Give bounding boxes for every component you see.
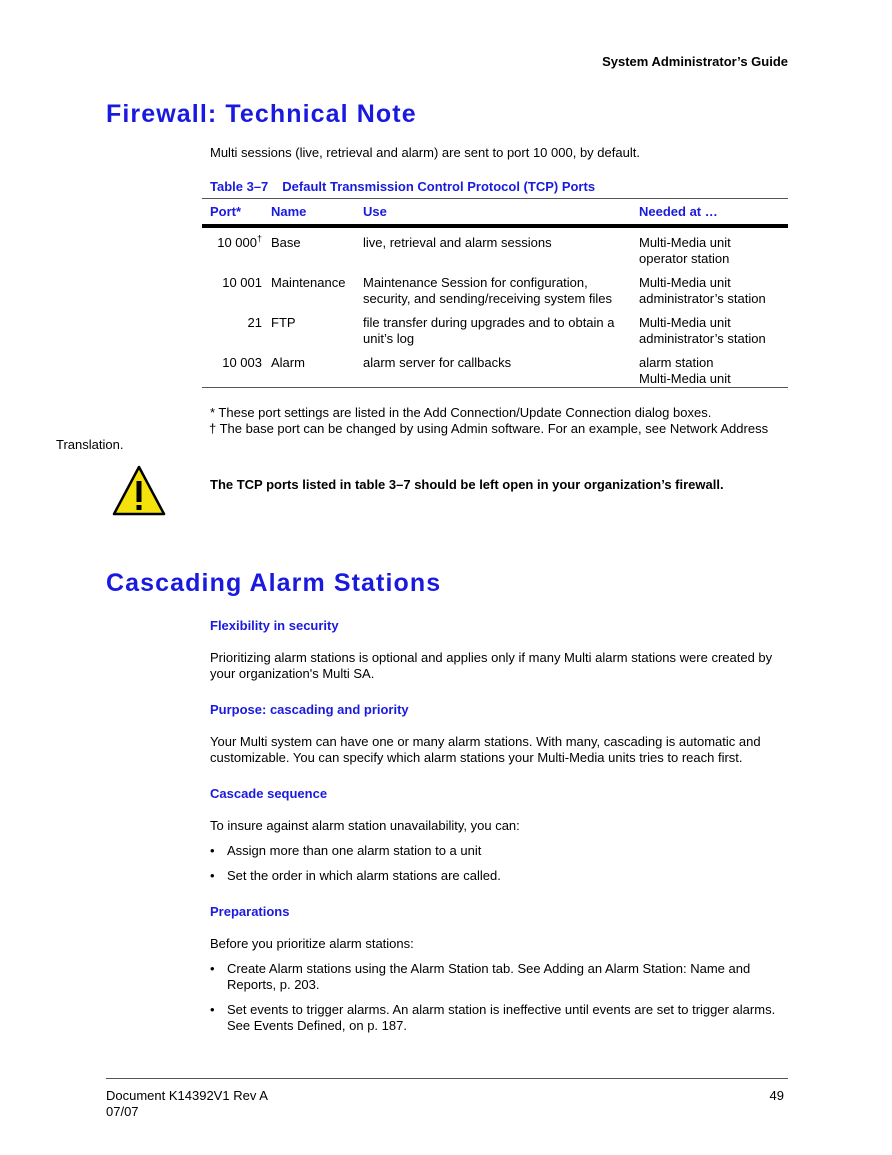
list-item [210, 843, 788, 859]
use-line: security, and sending/receiving system files [363, 291, 613, 306]
preparations-heading: Preparations [210, 904, 290, 919]
table-header-row [202, 199, 788, 227]
bullet-icon: • [210, 843, 215, 858]
footer-divider [106, 1078, 788, 1079]
cell-port: 10 003 [202, 348, 271, 388]
footnote-dagger-cont: Translation. [56, 437, 124, 452]
needed-line: administrator’s station [639, 331, 766, 346]
use-line: unit’s log [363, 331, 415, 346]
footnote-dagger: † The base port can be changed by using Admin software. For an example, see Network Address [209, 421, 769, 436]
paragraph-line: Prioritizing alarm stations is optional and applies only if many Multi alarm stations were created by [210, 650, 773, 665]
cell-port [202, 226, 271, 268]
dagger-mark: † [256, 233, 262, 244]
cell-needed-at [639, 268, 788, 308]
bullet-icon: • [210, 961, 215, 976]
warning-triangle-icon [112, 464, 166, 516]
table-row [202, 268, 788, 308]
col-header-needed-at: Needed at … [639, 199, 788, 227]
cell-needed-at [639, 308, 788, 348]
needed-line: administrator’s station [639, 291, 766, 306]
port-value: 10 000 [217, 235, 257, 250]
col-header-use: Use [363, 199, 639, 227]
list-item-text: Create Alarm stations using the Alarm Station tab. See Adding an Alarm Station: Name and [227, 961, 751, 976]
cell-use [363, 268, 639, 308]
list-item-text: Assign more than one alarm station to a unit [227, 843, 482, 858]
col-header-name: Name [271, 199, 363, 227]
table-row [202, 226, 788, 268]
cascade-sequence-intro: To insure against alarm station unavailability, you can: [210, 818, 520, 833]
use-line: alarm server for callbacks [363, 355, 512, 370]
bullet-icon: • [210, 868, 215, 883]
needed-line: Multi-Media unit [639, 235, 731, 250]
purpose-text [210, 734, 790, 766]
list-item-text: Set events to trigger alarms. An alarm station is ineffective until events are set to trigger alarms. [227, 1002, 776, 1017]
list-item-text: Reports, p. 203. [227, 977, 320, 992]
table-caption-title: Default Transmission Control Protocol (TCP) Ports [282, 179, 596, 194]
preparations-list [210, 961, 788, 1043]
footer-document-info [106, 1088, 268, 1120]
cell-use [363, 226, 639, 268]
cell-name: Alarm [271, 348, 363, 388]
col-header-port: Port* [202, 199, 271, 227]
bullet-icon: • [210, 1002, 215, 1017]
paragraph-line: customizable. You can specify which alarm stations your Multi-Media units tries to reach first. [210, 750, 743, 765]
cell-needed-at [639, 226, 788, 268]
footer-doc-id: Document K14392V1 Rev A [106, 1088, 268, 1103]
table-caption [210, 179, 595, 194]
cell-name: FTP [271, 315, 296, 330]
table-row [202, 348, 788, 388]
cell-name: Base [271, 235, 301, 250]
running-header: System Administrator’s Guide [602, 54, 788, 69]
preparations-intro: Before you prioritize alarm stations: [210, 936, 414, 951]
needed-line: Multi-Media unit [639, 275, 731, 290]
flexibility-text [210, 650, 790, 682]
cascading-heading: Cascading Alarm Stations [106, 569, 442, 597]
use-line: live, retrieval and alarm sessions [363, 235, 552, 250]
firewall-intro: Multi sessions (live, retrieval and alarm) are sent to port 10 000, by default. [210, 145, 640, 160]
use-line: Maintenance Session for configuration, [363, 275, 588, 290]
paragraph-line: your organization's Multi SA. [210, 666, 375, 681]
list-item [210, 1002, 788, 1034]
list-item-text: See Events Defined, on p. 187. [227, 1018, 407, 1033]
cascade-sequence-heading: Cascade sequence [210, 786, 328, 801]
tcp-ports-table [202, 198, 788, 388]
flexibility-heading: Flexibility in security [210, 618, 339, 633]
paragraph-line: Your Multi system can have one or many alarm stations. With many, cascading is automatic and [210, 734, 761, 749]
cascade-sequence-list [210, 843, 788, 893]
table-footnotes [56, 405, 790, 453]
list-item [210, 868, 788, 884]
list-item-text: Set the order in which alarm stations are called. [227, 868, 501, 883]
firewall-warning: The TCP ports listed in table 3–7 should be left open in your organization’s firewall. [210, 477, 724, 492]
table-row [202, 308, 788, 348]
purpose-heading: Purpose: cascading and priority [210, 702, 409, 717]
page-number: 49 [769, 1088, 784, 1103]
needed-line: Multi-Media unit [639, 315, 731, 330]
cell-needed-at [639, 348, 788, 388]
cell-port: 10 001 [222, 275, 262, 290]
use-line: file transfer during upgrades and to obtain a [363, 315, 615, 330]
cell-use [363, 308, 639, 348]
cell-use [363, 348, 639, 388]
list-item [210, 961, 788, 993]
footer-date: 07/07 [106, 1104, 139, 1119]
needed-line: alarm station [639, 355, 714, 370]
needed-line: Multi-Media unit [639, 371, 731, 386]
table-caption-number: Table 3–7 [210, 179, 269, 194]
footnote-asterisk: * These port settings are listed in the Add Connection/Update Connection dialog boxes. [210, 405, 712, 420]
firewall-heading: Firewall: Technical Note [106, 100, 417, 128]
cell-name: Maintenance [271, 275, 346, 290]
cell-port: 21 [247, 315, 262, 330]
needed-line: operator station [639, 251, 730, 266]
